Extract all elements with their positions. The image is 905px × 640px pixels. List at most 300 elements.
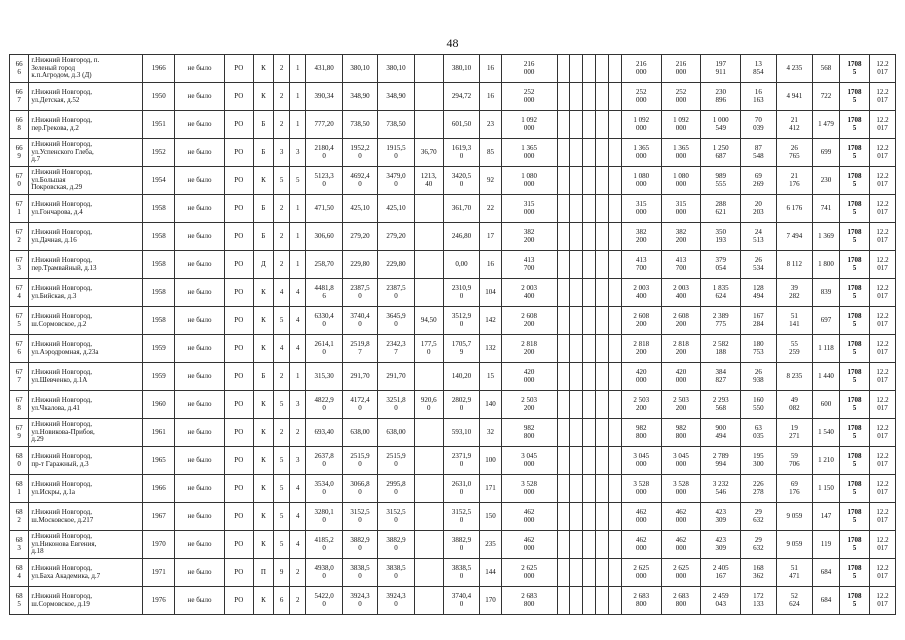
cell-c2: 2 683 800 [621,587,661,615]
cell-addr: г.Нижний Новгород, пер.Грекова, д.2 [29,111,143,139]
cell-e: 3 [290,447,306,475]
empty-cell [609,223,622,251]
empty-cell [596,587,609,615]
table-row [10,251,896,279]
cell-c7: 697 [813,307,840,335]
cell-c8: 1708 5 [839,559,869,587]
empty-cell [583,419,596,447]
cell-c1: 2 608 200 [501,307,557,335]
cell-p: 170 [480,587,501,615]
cell-m: Б [253,223,273,251]
cell-a5: 294,72 [443,83,480,111]
cell-a4 [414,447,443,475]
cell-a2: 3882,9 0 [342,531,377,559]
cell-a3: 1915,5 0 [378,139,415,167]
cell-c9: 12.2 017 [869,223,895,251]
cell-c6: 69 176 [776,475,813,503]
cell-p: 23 [480,111,501,139]
cell-m: К [253,503,273,531]
cell-m: К [253,307,273,335]
empty-cell [557,503,570,531]
cell-c6: 59 706 [776,447,813,475]
empty-cell [557,139,570,167]
cell-c5: 168 362 [741,559,776,587]
cell-m: К [253,587,273,615]
cell-e: 3 [290,139,306,167]
empty-cell [570,195,583,223]
cell-c3: 982 800 [661,419,701,447]
cell-a5: 2310,9 0 [443,279,480,307]
cell-a5: 380,10 [443,55,480,83]
empty-cell [570,111,583,139]
empty-cell [570,83,583,111]
empty-cell [609,559,622,587]
cell-c3: 252 000 [661,83,701,111]
cell-year: 1958 [143,279,175,307]
cell-a5: 3740,4 0 [443,587,480,615]
cell-c3: 216 000 [661,55,701,83]
cell-a1: 4822,9 0 [306,391,343,419]
table-row [10,195,896,223]
cell-c4: 1 835 624 [701,279,741,307]
table-row [10,531,896,559]
cell-e: 1 [290,363,306,391]
cell-c9: 12.2 017 [869,139,895,167]
empty-cell [596,83,609,111]
cell-c4: 230 896 [701,83,741,111]
cell-e: 5 [290,167,306,195]
cell-t: РО [224,335,253,363]
cell-c4: 900 494 [701,419,741,447]
empty-cell [570,139,583,167]
cell-c5: 180 753 [741,335,776,363]
cell-t: РО [224,251,253,279]
empty-cell [583,167,596,195]
cell-a3: 3838,5 0 [378,559,415,587]
cell-t: РО [224,167,253,195]
empty-cell [596,335,609,363]
empty-cell [583,251,596,279]
empty-cell [609,55,622,83]
cell-a2: 3152,5 0 [342,503,377,531]
cell-c7: 684 [813,587,840,615]
empty-cell [557,279,570,307]
cell-c4: 989 555 [701,167,741,195]
table-row [10,419,896,447]
empty-cell [557,195,570,223]
cell-a5: 3882,9 0 [443,531,480,559]
cell-p: 15 [480,363,501,391]
cell-p: 85 [480,139,501,167]
cell-c8: 1708 5 [839,55,869,83]
cell-a1: 693,40 [306,419,343,447]
cell-a4 [414,559,443,587]
table-row [10,279,896,307]
cell-c3: 2 503 200 [661,391,701,419]
cell-c2: 2 003 400 [621,279,661,307]
cell-n: 67 8 [10,391,29,419]
cell-a5: 1619,3 0 [443,139,480,167]
empty-cell [609,195,622,223]
cell-a3: 638,00 [378,419,415,447]
table-row [10,559,896,587]
cell-t: РО [224,531,253,559]
cell-n: 68 2 [10,503,29,531]
cell-n: 67 4 [10,279,29,307]
cell-a1: 777,20 [306,111,343,139]
cell-c8: 1708 5 [839,335,869,363]
cell-c8: 1708 5 [839,363,869,391]
cell-c7: 1 440 [813,363,840,391]
cell-c6: 19 271 [776,419,813,447]
cell-d: не было [175,167,224,195]
cell-f: 2 [274,363,290,391]
cell-p: 150 [480,503,501,531]
cell-c5: 172 133 [741,587,776,615]
cell-c2: 382 200 [621,223,661,251]
empty-cell [609,307,622,335]
cell-c8: 1708 5 [839,139,869,167]
cell-t: РО [224,419,253,447]
cell-c2: 462 000 [621,531,661,559]
empty-cell [583,447,596,475]
cell-c9: 12.2 017 [869,447,895,475]
cell-e: 1 [290,223,306,251]
empty-cell [596,503,609,531]
table-row [10,167,896,195]
cell-c5: 63 035 [741,419,776,447]
capital-repair-register-table [9,54,896,615]
cell-c3: 3 045 000 [661,447,701,475]
cell-m: К [253,83,273,111]
cell-c6: 21 176 [776,167,813,195]
cell-c2: 420 000 [621,363,661,391]
cell-c6: 9 059 [776,531,813,559]
cell-c1: 2 503 200 [501,391,557,419]
cell-f: 2 [274,83,290,111]
cell-addr: г.Нижний Новгород, пр-т Гаражный, д.3 [29,447,143,475]
cell-e: 1 [290,195,306,223]
cell-n: 67 6 [10,335,29,363]
cell-t: РО [224,55,253,83]
cell-a4: 94,50 [414,307,443,335]
empty-cell [557,307,570,335]
cell-c6: 26 765 [776,139,813,167]
cell-addr: г.Нижний Новгород, ул.Успенского Глеба, д.7 [29,139,143,167]
empty-cell [557,83,570,111]
cell-a1: 4185,2 0 [306,531,343,559]
cell-c8: 1708 5 [839,531,869,559]
cell-t: РО [224,363,253,391]
empty-cell [583,307,596,335]
cell-d: не было [175,55,224,83]
cell-c6: 51 471 [776,559,813,587]
empty-cell [609,391,622,419]
cell-c4: 3 232 546 [701,475,741,503]
page-number: 48 [446,36,459,50]
empty-cell [596,531,609,559]
empty-cell [596,139,609,167]
cell-c7: 1 540 [813,419,840,447]
cell-a4 [414,55,443,83]
cell-a2: 2515,9 0 [342,447,377,475]
cell-a4: 1213, 40 [414,167,443,195]
cell-a2: 291,70 [342,363,377,391]
cell-a1: 3280,1 0 [306,503,343,531]
cell-n: 67 3 [10,251,29,279]
cell-c5: 87 548 [741,139,776,167]
cell-year: 1971 [143,559,175,587]
cell-c5: 167 284 [741,307,776,335]
cell-c3: 462 000 [661,531,701,559]
cell-c7: 1 479 [813,111,840,139]
table-row [10,223,896,251]
cell-c9: 12.2 017 [869,111,895,139]
cell-c2: 2 818 200 [621,335,661,363]
cell-t: РО [224,307,253,335]
cell-a2: 3066,8 0 [342,475,377,503]
cell-addr: г.Нижний Новгород, ул.Аэродромная, д.23а [29,335,143,363]
empty-cell [557,587,570,615]
cell-e: 1 [290,83,306,111]
cell-a4 [414,587,443,615]
cell-year: 1958 [143,195,175,223]
empty-cell [583,223,596,251]
cell-a4 [414,531,443,559]
cell-c8: 1708 5 [839,447,869,475]
cell-addr: г.Нижний Новгород, п. Зеленый город к.п.Агродом, д.3 (Д) [29,55,143,83]
cell-c9: 12.2 017 [869,335,895,363]
cell-c6: 4 235 [776,55,813,83]
cell-c7: 684 [813,559,840,587]
cell-t: РО [224,279,253,307]
cell-m: Б [253,139,273,167]
cell-p: 22 [480,195,501,223]
cell-d: не было [175,195,224,223]
cell-p: 140 [480,391,501,419]
cell-c9: 12.2 017 [869,167,895,195]
cell-c1: 1 092 000 [501,111,557,139]
empty-cell [583,111,596,139]
cell-addr: г.Нижний Новгород, ул.Бийская, д.3 [29,279,143,307]
cell-p: 144 [480,559,501,587]
cell-d: не было [175,587,224,615]
cell-a3: 3645,9 0 [378,307,415,335]
empty-cell [570,475,583,503]
cell-m: П [253,559,273,587]
cell-year: 1958 [143,223,175,251]
cell-c8: 1708 5 [839,279,869,307]
cell-addr: г.Нижний Новгород, ул.Чкалова, д.41 [29,391,143,419]
cell-addr: г.Нижний Новгород, ш.Московское, д.217 [29,503,143,531]
cell-d: не было [175,83,224,111]
empty-cell [570,307,583,335]
cell-e: 4 [290,531,306,559]
cell-a3: 380,10 [378,55,415,83]
cell-c5: 29 632 [741,531,776,559]
cell-c3: 413 700 [661,251,701,279]
cell-c2: 3 528 000 [621,475,661,503]
cell-a3: 291,70 [378,363,415,391]
cell-c7: 1 118 [813,335,840,363]
empty-cell [609,503,622,531]
empty-cell [596,447,609,475]
cell-a4 [414,503,443,531]
cell-c5: 160 550 [741,391,776,419]
cell-p: 104 [480,279,501,307]
cell-d: не было [175,475,224,503]
cell-f: 9 [274,559,290,587]
cell-addr: г.Нижний Новгород, ул.Баха Академика, д.7 [29,559,143,587]
empty-cell [596,363,609,391]
table-row [10,447,896,475]
cell-c2: 315 000 [621,195,661,223]
cell-a1: 2614,1 0 [306,335,343,363]
cell-year: 1951 [143,111,175,139]
cell-e: 4 [290,503,306,531]
cell-c3: 1 092 000 [661,111,701,139]
cell-c6: 6 176 [776,195,813,223]
empty-cell [570,279,583,307]
cell-t: РО [224,587,253,615]
cell-year: 1950 [143,83,175,111]
cell-c5: 128 494 [741,279,776,307]
cell-a1: 2637,8 0 [306,447,343,475]
cell-a5: 1705,7 9 [443,335,480,363]
cell-p: 17 [480,223,501,251]
cell-n: 67 0 [10,167,29,195]
empty-cell [570,363,583,391]
cell-n: 68 5 [10,587,29,615]
table-row [10,307,896,335]
cell-a2: 348,90 [342,83,377,111]
empty-cell [557,335,570,363]
cell-c1: 420 000 [501,363,557,391]
cell-year: 1966 [143,55,175,83]
cell-d: не было [175,447,224,475]
cell-c3: 420 000 [661,363,701,391]
cell-c6: 49 082 [776,391,813,419]
cell-addr: г.Нижний Новгород, пер.Трамвайный, д.13 [29,251,143,279]
table-row [10,391,896,419]
empty-cell [583,587,596,615]
table-row [10,587,896,615]
cell-f: 5 [274,503,290,531]
cell-f: 4 [274,335,290,363]
cell-c5: 24 513 [741,223,776,251]
cell-n: 67 2 [10,223,29,251]
cell-f: 4 [274,279,290,307]
cell-c5: 20 203 [741,195,776,223]
cell-a3: 3152,5 0 [378,503,415,531]
cell-c6: 4 941 [776,83,813,111]
cell-f: 2 [274,55,290,83]
cell-n: 68 1 [10,475,29,503]
cell-c4: 2 405 167 [701,559,741,587]
cell-c4: 288 621 [701,195,741,223]
cell-e: 2 [290,419,306,447]
empty-cell [583,475,596,503]
cell-a5: 361,70 [443,195,480,223]
empty-cell [583,559,596,587]
empty-cell [609,251,622,279]
empty-cell [583,55,596,83]
cell-c3: 315 000 [661,195,701,223]
cell-a4: 920,6 0 [414,391,443,419]
cell-c1: 413 700 [501,251,557,279]
cell-c4: 2 459 043 [701,587,741,615]
cell-d: не было [175,531,224,559]
cell-a1: 4481,8 6 [306,279,343,307]
cell-a5: 3152,5 0 [443,503,480,531]
cell-c7: 1 150 [813,475,840,503]
cell-c3: 2 608 200 [661,307,701,335]
cell-c3: 462 000 [661,503,701,531]
cell-addr: г.Нижний Новгород, ул.Искры, д.1а [29,475,143,503]
cell-c2: 2 503 200 [621,391,661,419]
empty-cell [596,111,609,139]
cell-c7: 230 [813,167,840,195]
cell-c9: 12.2 017 [869,307,895,335]
cell-c1: 982 800 [501,419,557,447]
cell-n: 68 0 [10,447,29,475]
empty-cell [596,307,609,335]
empty-cell [557,251,570,279]
cell-p: 16 [480,83,501,111]
cell-c3: 3 528 000 [661,475,701,503]
cell-a2: 4692,4 0 [342,167,377,195]
cell-c9: 12.2 017 [869,363,895,391]
cell-a3: 2995,8 0 [378,475,415,503]
cell-addr: г.Нижний Новгород, ул.Никонова Евгения, д.18 [29,531,143,559]
cell-a3: 2342,3 7 [378,335,415,363]
cell-a1: 3534,0 0 [306,475,343,503]
empty-cell [570,335,583,363]
cell-t: РО [224,111,253,139]
cell-c9: 12.2 017 [869,83,895,111]
cell-a2: 1952,2 0 [342,139,377,167]
cell-a3: 425,10 [378,195,415,223]
cell-c2: 3 045 000 [621,447,661,475]
empty-cell [596,251,609,279]
cell-c3: 2 818 200 [661,335,701,363]
cell-n: 67 7 [10,363,29,391]
cell-m: К [253,55,273,83]
cell-a4 [414,251,443,279]
empty-cell [570,419,583,447]
cell-addr: г.Нижний Новгород, ш.Сормовское, д.2 [29,307,143,335]
cell-p: 32 [480,419,501,447]
cell-c8: 1708 5 [839,83,869,111]
empty-cell [557,391,570,419]
cell-a3: 348,90 [378,83,415,111]
cell-year: 1954 [143,167,175,195]
cell-a5: 246,80 [443,223,480,251]
cell-c9: 12.2 017 [869,195,895,223]
cell-t: РО [224,475,253,503]
cell-e: 1 [290,251,306,279]
cell-year: 1952 [143,139,175,167]
empty-cell [570,251,583,279]
cell-e: 1 [290,111,306,139]
empty-cell [570,559,583,587]
cell-a3: 3479,0 0 [378,167,415,195]
cell-c6: 39 282 [776,279,813,307]
cell-t: РО [224,447,253,475]
cell-c8: 1708 5 [839,587,869,615]
cell-a5: 2802,9 0 [443,391,480,419]
empty-cell [596,475,609,503]
